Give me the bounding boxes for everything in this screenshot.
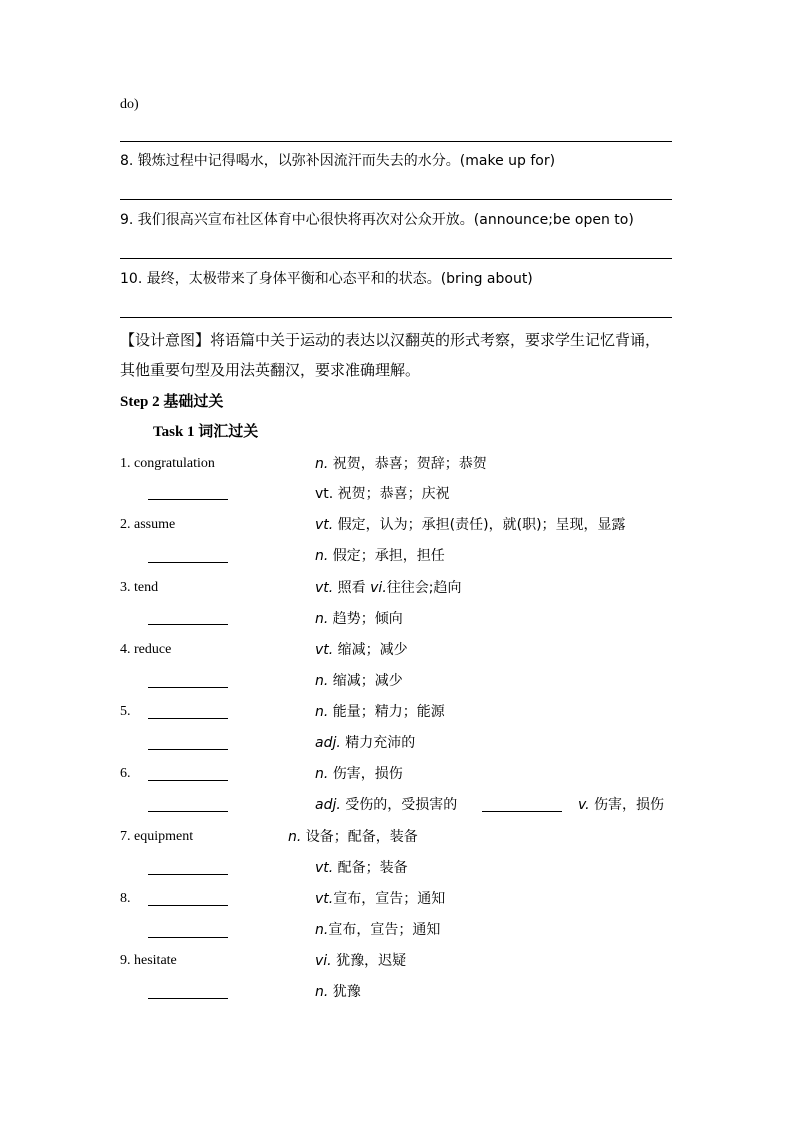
blank-injury[interactable]: [148, 780, 228, 781]
vocab-word-8: 8.: [120, 891, 131, 906]
vocab-def-1: n. 祝贺，恭喜；贺辞；恭贺: [315, 456, 487, 472]
vocab-def-2: vt. 祝贺；恭喜；庆祝: [315, 486, 450, 502]
vocab-def-6: n. 趋势；倾向: [315, 611, 403, 627]
vocab-def-17: vi. 犹豫，迟疑: [315, 953, 407, 969]
vocab-word-9: 9. hesitate: [120, 953, 177, 968]
vocab-word-6: 6.: [120, 766, 131, 781]
blank-congratulate[interactable]: [148, 499, 228, 500]
blank-injure[interactable]: [482, 811, 562, 812]
vocab-def-14: vt. 配备；装备: [315, 860, 408, 876]
answer-line-9: [120, 258, 672, 259]
vocab-def-11: n. 伤害，损伤: [315, 766, 403, 782]
answer-line-7: [120, 141, 672, 142]
blank-reduction[interactable]: [148, 687, 228, 688]
blank-hesitation[interactable]: [148, 998, 228, 999]
vocab-def-18: n. 犹豫: [315, 984, 361, 1000]
vocab-def-10: adj. 精力充沛的: [315, 735, 416, 751]
vocab-def-15: vt.宣布，宣告；通知: [315, 891, 446, 907]
blank-announcement[interactable]: [148, 937, 228, 938]
vocab-def-13: n. 设备；配备，装备: [288, 829, 418, 845]
vocab-def-12a: adj. 受伤的，受损害的: [315, 797, 458, 813]
vocab-def-8: n. 缩减；减少: [315, 673, 403, 689]
blank-equip[interactable]: [148, 874, 228, 875]
vocab-def-5: vt. 照看 vi.往往会;趋向: [315, 580, 462, 596]
step2-title: Step 2 基础过关: [120, 394, 224, 410]
vocab-word-2: 2. assume: [120, 517, 176, 532]
design-intent-line1: 【设计意图】将语篇中关于运动的表达以汉翻英的形式考察，要求学生记忆背诵，: [120, 331, 661, 349]
vocab-word-7: 7. equipment: [120, 829, 194, 844]
item7-tail: do): [120, 97, 139, 112]
vocab-def-4: n. 假定；承担，担任: [315, 548, 445, 564]
task1-title: Task 1 词汇过关: [153, 424, 259, 440]
vocab-word-4: 4. reduce: [120, 642, 172, 657]
answer-line-8: [120, 199, 672, 200]
item10-prompt: 10. 最终，太极带来了身体平衡和心态平和的状态。(bring about): [120, 271, 533, 287]
blank-tendency[interactable]: [148, 624, 228, 625]
answer-line-10: [120, 317, 672, 318]
blank-energetic[interactable]: [148, 749, 228, 750]
item9-prompt: 9. 我们很高兴宣布社区体育中心很快将再次对公众开放。(announce;be open to): [120, 212, 634, 228]
vocab-def-7: vt. 缩减；减少: [315, 642, 408, 658]
blank-announce[interactable]: [148, 905, 228, 906]
design-intent-line2: 其他重要句型及用法英翻汉，要求准确理解。: [120, 361, 421, 379]
blank-energy[interactable]: [148, 718, 228, 719]
item8-prompt: 8. 锻炼过程中记得喝水，以弥补因流汗而失去的水分。(make up for): [120, 153, 556, 169]
vocab-word-3: 3. tend: [120, 580, 159, 595]
blank-assumption[interactable]: [148, 562, 228, 563]
vocab-def-9: n. 能量；精力；能源: [315, 704, 445, 720]
vocab-def-16: n.宣布，宣告；通知: [315, 922, 441, 938]
blank-injured[interactable]: [148, 811, 228, 812]
vocab-def-12b: v. 伤害，损伤: [578, 797, 665, 813]
vocab-word-5: 5.: [120, 704, 131, 719]
vocab-def-3: vt. 假定，认为；承担(责任)，就(职)；呈现，显露: [315, 517, 626, 533]
vocab-word-1: 1. congratulation: [120, 456, 215, 471]
